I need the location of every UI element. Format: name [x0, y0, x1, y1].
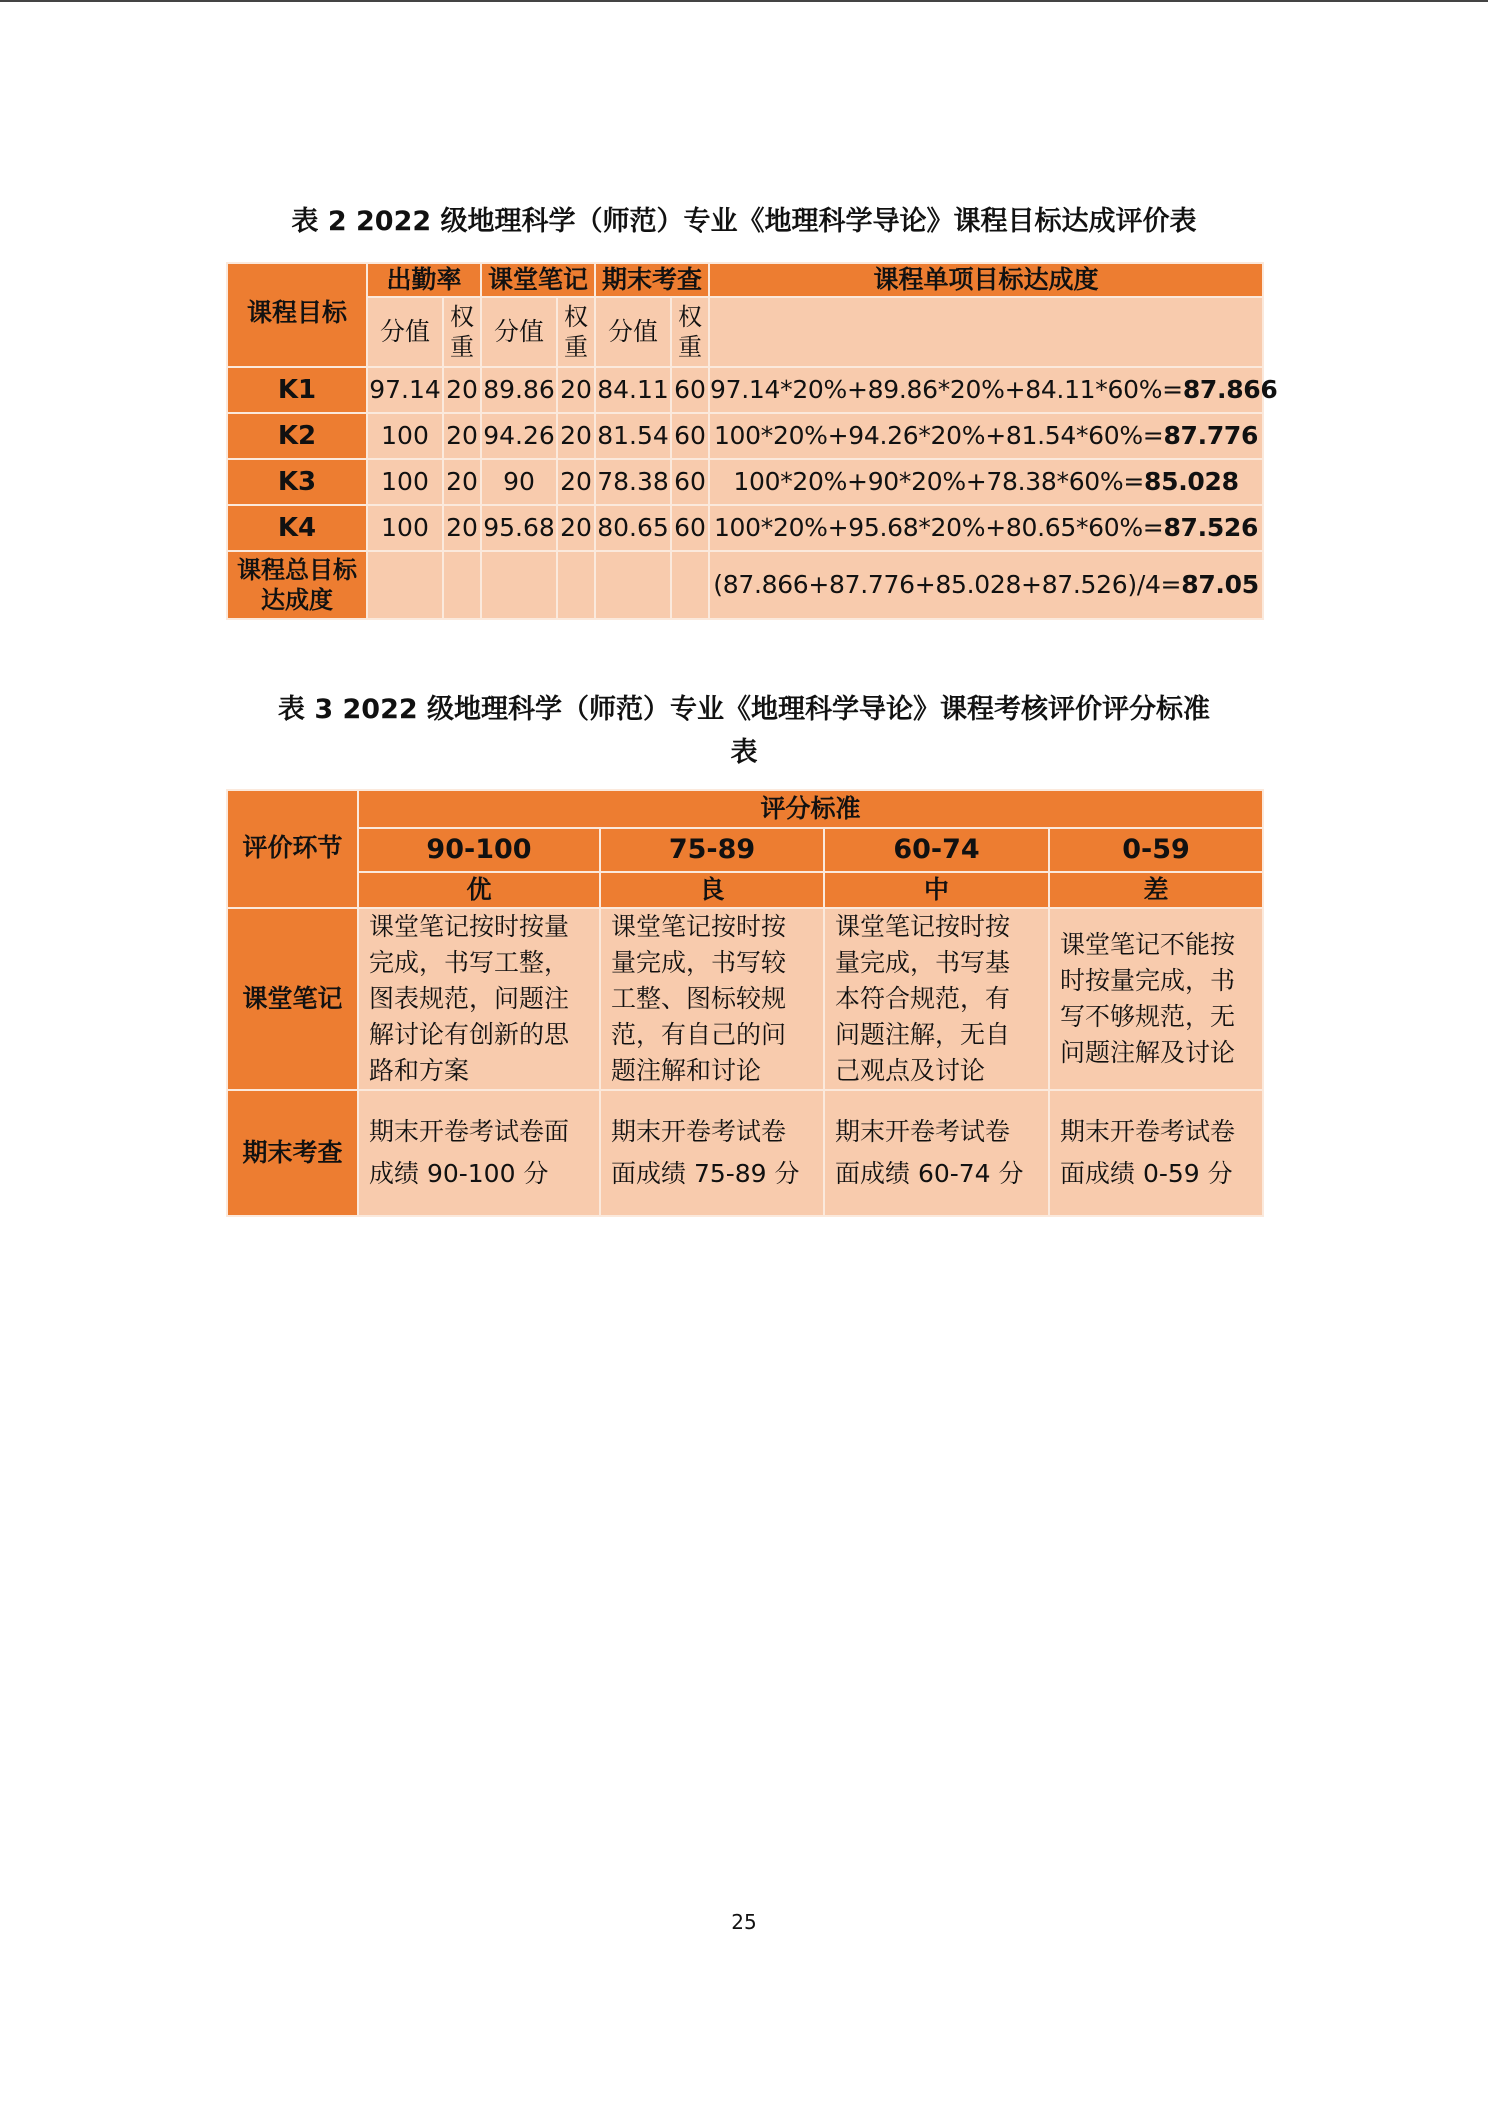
table3-caption-line-2: 表 [730, 737, 758, 768]
table3-header-row-2 [227, 828, 1263, 872]
table-row [227, 908, 1263, 1090]
achievement-formula [709, 505, 1263, 551]
segment-label-class-notes: 课堂笔记 [227, 908, 358, 1090]
criteria-line: 题注解和讨论 [611, 1056, 762, 1085]
criteria-line: 图表规范，问题注 [369, 984, 570, 1013]
criteria-line: 面成绩 60-74 分 [835, 1159, 1024, 1188]
criteria-line: 范，有自己的问 [611, 1020, 787, 1049]
notes-score: 90 [481, 459, 557, 505]
table3-caption-line-1: 表 3 2022 级地理科学（师范）专业《地理科学导论》课程考核评价评分标准 [277, 694, 1211, 725]
header-evaluation-segment: 评价环节 [227, 790, 358, 908]
table-row [227, 1090, 1263, 1216]
header-course-goal: 课程目标 [227, 263, 367, 367]
criteria-line: 量完成，书写较 [611, 948, 787, 977]
total-achievement-formula [709, 551, 1263, 619]
header-weight [443, 297, 481, 367]
goal-label: K1 [227, 367, 367, 413]
page-number: 25 [731, 1910, 757, 1934]
final-weight: 60 [671, 413, 709, 459]
final-weight: 60 [671, 505, 709, 551]
notes-score: 94.26 [481, 413, 557, 459]
weight-char-bottom: 重 [678, 333, 703, 361]
total-achievement-result: 87.05 [1181, 570, 1259, 599]
criteria-line: 解讨论有创新的思 [369, 1020, 570, 1049]
weight-char-bottom: 重 [450, 333, 474, 361]
attendance-weight: 20 [443, 459, 481, 505]
notes-weight: 20 [557, 367, 595, 413]
achievement-result: 87.526 [1163, 513, 1259, 542]
attendance-weight: 20 [443, 505, 481, 551]
empty-cell [443, 551, 481, 619]
criteria-cell [824, 908, 1049, 1090]
criteria-line: 课堂笔记按时按 [835, 912, 1011, 941]
criteria-line: 量完成，书写基 [835, 948, 1011, 977]
final-weight: 60 [671, 459, 709, 505]
goal-label: K3 [227, 459, 367, 505]
criteria-line: 期末开卷考试卷 [611, 1117, 787, 1146]
achievement-formula [709, 413, 1263, 459]
final-score: 78.38 [595, 459, 671, 505]
table-row [227, 367, 1263, 413]
header-achievement: 课程单项目标达成度 [709, 263, 1263, 297]
attendance-weight: 20 [443, 413, 481, 459]
empty-cell [557, 551, 595, 619]
criteria-line: 时按量完成，书 [1060, 966, 1236, 995]
final-score: 81.54 [595, 413, 671, 459]
achievement-result: 85.028 [1144, 467, 1239, 496]
criteria-cell [600, 908, 824, 1090]
header-attendance: 出勤率 [367, 263, 481, 297]
criteria-cell [358, 1090, 600, 1216]
table3-grading-standards [226, 789, 1264, 1217]
criteria-line: 完成，书写工整， [369, 948, 570, 977]
criteria-line: 路和方案 [369, 1056, 470, 1085]
header-achievement-blank [709, 297, 1263, 367]
empty-cell [367, 551, 443, 619]
achievement-result: 87.776 [1163, 421, 1259, 450]
formula-text: 97.14*20%+89.86*20%+84.11*60%= [710, 375, 1183, 404]
criteria-cell [824, 1090, 1049, 1216]
grade-label: 中 [824, 872, 1049, 908]
criteria-cell [1049, 908, 1263, 1090]
criteria-line: 课堂笔记按时按 [611, 912, 787, 941]
weight-char-top: 权 [564, 303, 589, 331]
formula-text: 100*20%+90*20%+78.38*60%= [733, 467, 1145, 496]
notes-weight: 20 [557, 413, 595, 459]
notes-score: 95.68 [481, 505, 557, 551]
formula-text: 100*20%+95.68*20%+80.65*60%= [713, 513, 1164, 542]
criteria-line: 工整、图标较规 [611, 984, 787, 1013]
attendance-weight: 20 [443, 367, 481, 413]
attendance-score: 100 [367, 459, 443, 505]
header-weight [557, 297, 595, 367]
attendance-score: 97.14 [367, 367, 443, 413]
notes-score: 89.86 [481, 367, 557, 413]
criteria-cell [600, 1090, 824, 1216]
score-range: 60-74 [824, 828, 1049, 872]
header-weight [671, 297, 709, 367]
notes-weight: 20 [557, 505, 595, 551]
achievement-formula [709, 459, 1263, 505]
final-score: 80.65 [595, 505, 671, 551]
header-class-notes: 课堂笔记 [481, 263, 595, 297]
table-row [227, 413, 1263, 459]
weight-char-top: 权 [678, 303, 703, 331]
weight-char-bottom: 重 [564, 333, 589, 361]
weight-char-top: 权 [450, 303, 474, 331]
criteria-line: 期末开卷考试卷 [835, 1117, 1011, 1146]
criteria-line: 面成绩 75-89 分 [611, 1159, 800, 1188]
total-goal-label [227, 551, 367, 619]
criteria-line: 课堂笔记不能按 [1060, 930, 1236, 959]
criteria-line: 问题注解及讨论 [1060, 1038, 1236, 1067]
criteria-line: 己观点及讨论 [835, 1056, 986, 1085]
empty-cell [595, 551, 671, 619]
table3-header-row-3 [227, 872, 1263, 908]
criteria-line: 写不够规范，无 [1060, 1002, 1236, 1031]
notes-weight: 20 [557, 459, 595, 505]
criteria-line: 本符合规范，有 [835, 984, 1011, 1013]
goal-label: K2 [227, 413, 367, 459]
achievement-formula [709, 367, 1278, 413]
total-formula-text: (87.866+87.776+85.028+87.526)/4= [713, 570, 1182, 599]
table2-header-row-2 [227, 297, 1263, 367]
score-range: 90-100 [358, 828, 600, 872]
criteria-line: 成绩 90-100 分 [369, 1159, 549, 1188]
criteria-line: 问题注解，无自 [835, 1020, 1011, 1049]
table2-header-row-1 [227, 263, 1263, 297]
formula-text: 100*20%+94.26*20%+81.54*60%= [713, 421, 1164, 450]
table3-header-row-1 [227, 790, 1263, 828]
attendance-score: 100 [367, 413, 443, 459]
table-row [227, 505, 1263, 551]
grade-label: 差 [1049, 872, 1263, 908]
table-row-total [227, 551, 1263, 619]
goal-label: K4 [227, 505, 367, 551]
header-score: 分值 [367, 297, 443, 367]
segment-label-final-exam: 期末考查 [227, 1090, 358, 1216]
table2-goal-achievement [226, 262, 1278, 620]
score-range: 0-59 [1049, 828, 1263, 872]
grade-label: 优 [358, 872, 600, 908]
header-final-exam: 期末考查 [595, 263, 709, 297]
criteria-line: 课堂笔记按时按量 [369, 912, 570, 941]
empty-cell [671, 551, 709, 619]
score-range: 75-89 [600, 828, 824, 872]
criteria-cell [1049, 1090, 1263, 1216]
criteria-line: 期末开卷考试卷面 [369, 1117, 570, 1146]
final-weight: 60 [671, 367, 709, 413]
page-top-border [0, 0, 1488, 2]
achievement-result: 87.866 [1182, 375, 1278, 404]
final-score: 84.11 [595, 367, 671, 413]
header-grading-standard: 评分标准 [358, 790, 1263, 828]
criteria-cell [358, 908, 600, 1090]
total-label-line-2: 达成度 [261, 586, 333, 614]
grade-label: 良 [600, 872, 824, 908]
empty-cell [481, 551, 557, 619]
table2-caption: 表 2 2022 级地理科学（师范）专业《地理科学导论》课程目标达成评价表 [291, 206, 1197, 237]
table-row [227, 459, 1263, 505]
attendance-score: 100 [367, 505, 443, 551]
criteria-line: 面成绩 0-59 分 [1060, 1159, 1233, 1188]
header-score: 分值 [481, 297, 557, 367]
header-score: 分值 [595, 297, 671, 367]
criteria-line: 期末开卷考试卷 [1060, 1117, 1236, 1146]
total-label-line-1: 课程总目标 [237, 556, 357, 584]
